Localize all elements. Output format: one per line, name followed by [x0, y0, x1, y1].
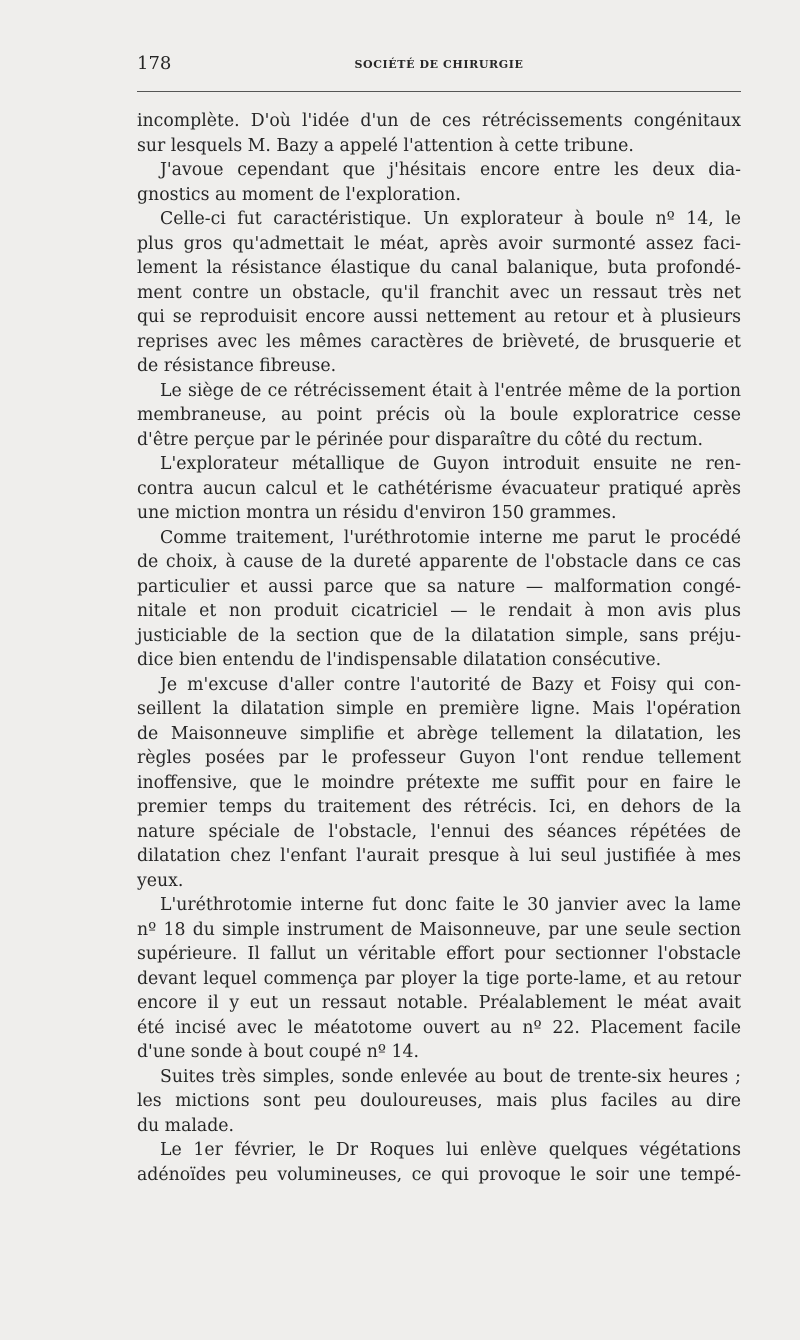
text-line: L'explorateur métallique de Guyon introduit ensuite ne ren- [160, 454, 741, 474]
text-line: une miction montra un résidu d'environ 150 grammes. [137, 503, 617, 523]
text-line: membraneuse, au point précis où la boule exploratrice cesse [137, 405, 741, 425]
text-line: adénoïdes peu volumineuses, ce qui provoque le soir une tempé- [137, 1164, 741, 1185]
text-line: Celle-ci fut caractéristique. Un explorateur à boule nº 14, le [160, 209, 741, 229]
text-line: incomplète. D'où l'idée d'un de ces rétrécissements congénitaux [137, 111, 741, 131]
text-line: J'avoue cependant que j'hésitais encore entre les deux dia- [160, 160, 741, 180]
text-line: particulier et aussi parce que sa nature — malformation congé- [137, 576, 741, 597]
text-line: supérieure. Il fallut un véritable effort pour sectionner l'obstacle [137, 944, 741, 964]
text-line: Je m'excuse d'aller contre l'autorité de Bazy et Foisy qui con- [160, 674, 741, 695]
text-line: les mictions sont peu douloureuses, mais plus faciles au dire [137, 1091, 741, 1111]
text-line: de résistance fibreuse. [137, 356, 337, 376]
text-line: sur lesquels M. Bazy a appelé l'attention à cette tribune. [137, 135, 634, 156]
text-line: d'être perçue par le périnée pour disparaître du côté du rectum. [137, 429, 703, 450]
text-line: du malade. [137, 1115, 234, 1136]
text-line: nº 18 du simple instrument de Maisonneuve, par une seule section [137, 919, 741, 940]
running-head: SOCIÉTÉ DE CHIRURGIE [354, 58, 524, 71]
header-rule [137, 91, 741, 92]
text-line: été incisé avec le méatotome ouvert au nº 22. Placement facile [137, 1017, 741, 1038]
text-line: d'une sonde à bout coupé nº 14. [137, 1042, 420, 1062]
text-line: Le siège de ce rétrécissement était à l'entrée même de la portion [160, 380, 741, 401]
text-line: règles posées par le professeur Guyon l'ont rendue tellement [137, 748, 741, 768]
page-header [137, 54, 741, 78]
text-line: gnostics au moment de l'exploration. [137, 184, 461, 205]
text-line: L'uréthrotomie interne fut donc faite le 30 janvier avec la lame [160, 895, 741, 915]
text-line: inoffensive, que le moindre prétexte me suffit pour en faire le [137, 772, 741, 793]
text-line: dice bien entendu de l'indispensable dilatation consécutive. [137, 650, 662, 670]
text-line: Comme traitement, l'uréthrotomie interne me parut le procédé [160, 527, 741, 548]
text-line: ment contre un obstacle, qu'il franchit avec un ressaut très net [137, 282, 741, 303]
text-line: justiciable de la section que de la dilatation simple, sans préju- [137, 625, 741, 646]
text-line: seillent la dilatation simple en première ligne. Mais l'opération [137, 699, 741, 719]
body-text [137, 109, 741, 1187]
text-line: de choix, à cause de la dureté apparente de l'obstacle dans ce cas [137, 552, 741, 572]
text-line: qui se reproduisit encore aussi nettement au retour et à plusieurs [137, 307, 741, 327]
text-line: reprises avec les mêmes caractères de brièveté, de brusquerie et [137, 331, 741, 352]
text-line: premier temps du traitement des rétrécis. Ici, en dehors de la [137, 797, 741, 817]
text-line: nitale et non produit cicatriciel — le rendait à mon avis plus [137, 601, 741, 621]
text-line: yeux. [137, 870, 184, 891]
text-line: devant lequel commença par ployer la tige porte-lame, et au retour [137, 968, 741, 989]
text-line: nature spéciale de l'obstacle, l'ennui des séances répétées de [137, 821, 741, 842]
text-line: encore il y eut un ressaut notable. Préalablement le méat avait [137, 993, 741, 1013]
text-line: de Maisonneuve simplifie et abrège tellement la dilatation, les [137, 723, 741, 744]
text-line: dilatation chez l'enfant l'aurait presque à lui seul justifiée à mes [137, 846, 741, 866]
text-line: Suites très simples, sonde enlevée au bout de trente-six heures ; [160, 1066, 741, 1087]
text-line: plus gros qu'admettait le méat, après avoir surmonté assez faci- [137, 233, 741, 254]
text-line: contra aucun calcul et le cathétérisme évacuateur pratiqué après [137, 478, 741, 499]
text-line: lement la résistance élastique du canal balanique, buta profondé- [137, 258, 741, 278]
text-line: Le 1er février, le Dr Roques lui enlève quelques végétations [160, 1140, 741, 1160]
page-number: 178 [137, 53, 172, 74]
